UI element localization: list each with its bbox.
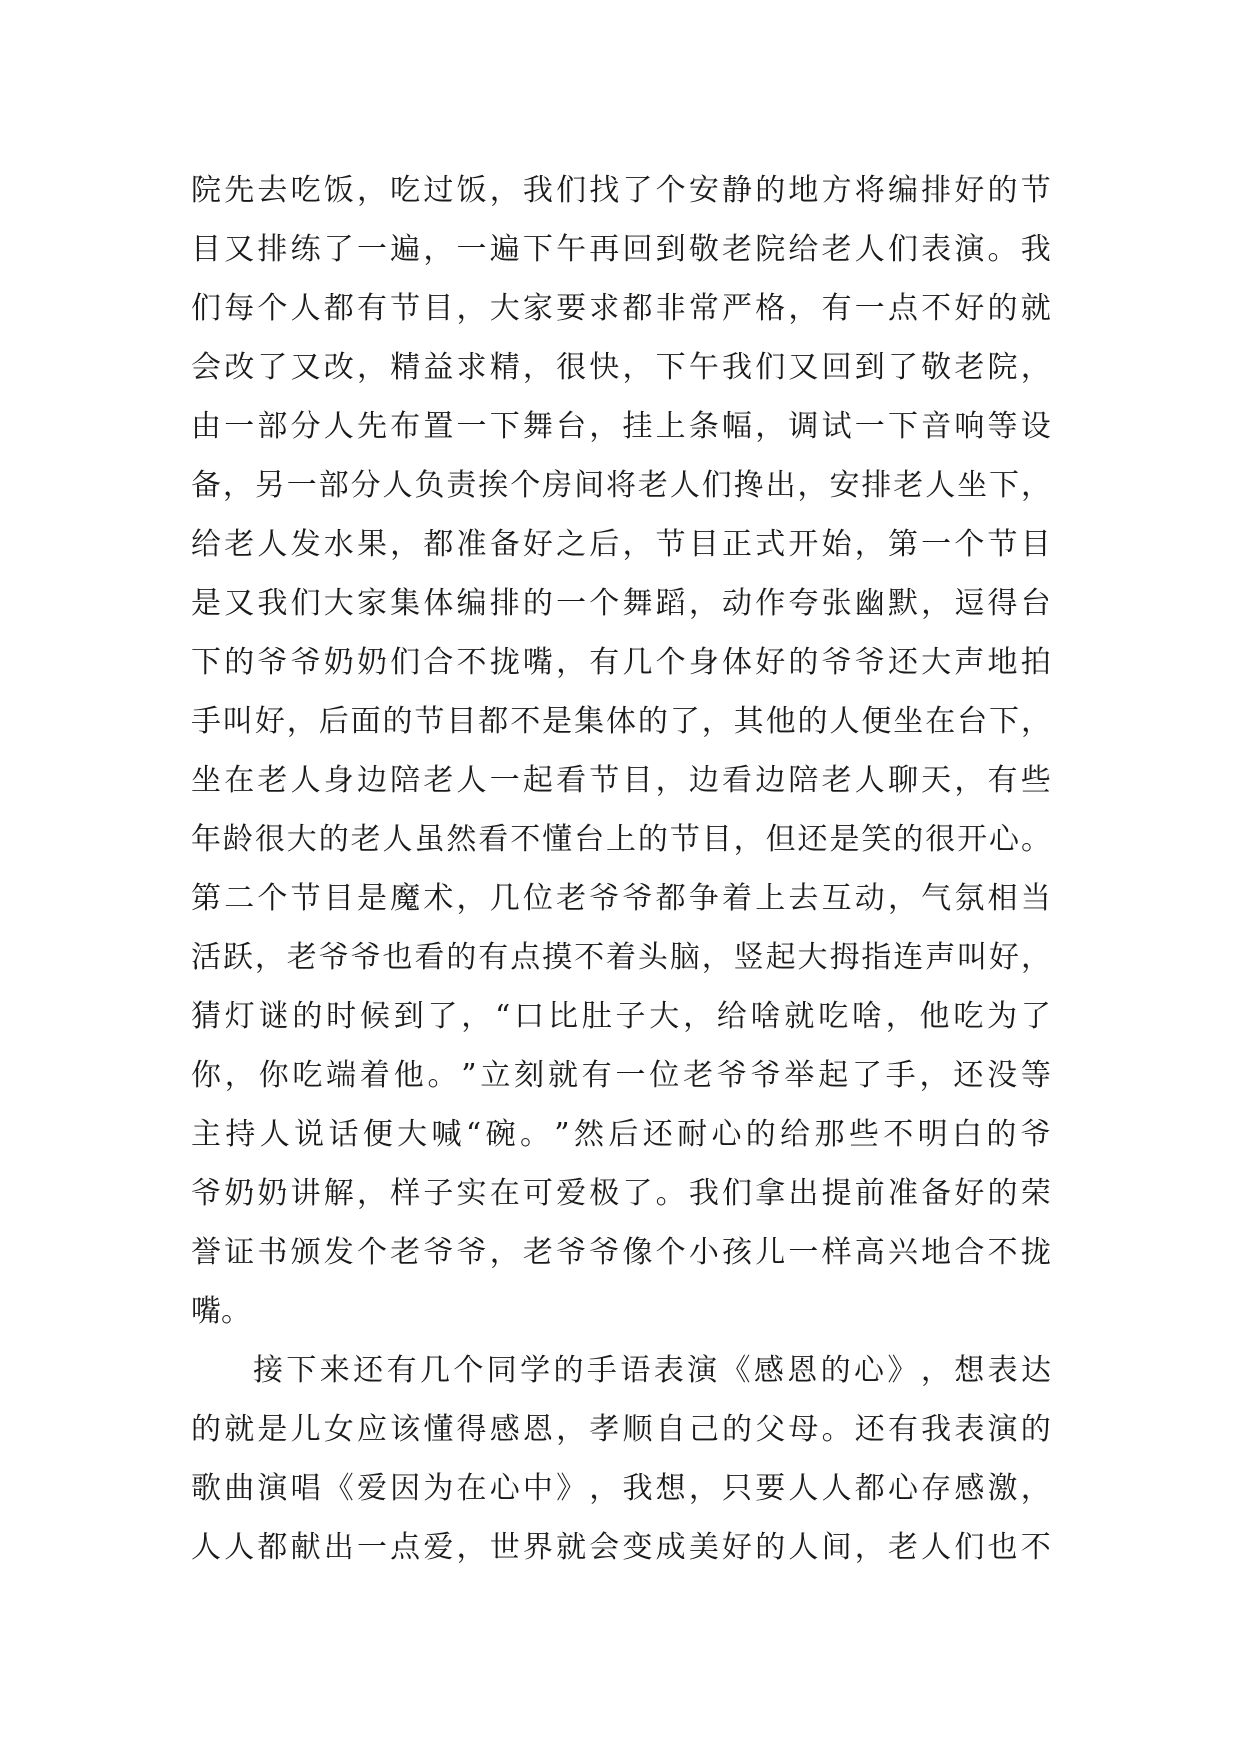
text-line: 下 的 爷 爷 奶 奶 们 合 不 拢 嘴 ， 有 几 个 身 体 好 的 爷 爷 还 大 声 地 拍 — [191, 645, 1051, 680]
text-line: 坐 在 老 人 身 边 陪 老 人 一 起 看 节 目 ， 边 看 边 陪 老 人 聊 天 ， 有 些 — [191, 763, 1051, 798]
text-line: 由 一 部 分 人 先 布 置 一 下 舞 台 ， 挂 上 条 幅 ， 调 试 一 下 音 响 等 设 — [191, 409, 1051, 444]
text-line: 是 又 我 们 大 家 集 体 编 排 的 一 个 舞 蹈 ， 动 作 夸 张 幽 默 ， 逗 得 台 — [191, 586, 1051, 621]
text-line: 接 下 来 还 有 几 个 同 学 的 手 语 表 演 《 感 恩 的 心 》 ， 想 表 达 — [253, 1353, 1051, 1388]
text-line: 活 跃 ， 老 爷 爷 也 看 的 有 点 摸 不 着 头 脑 ， 竖 起 大 拇 指 连 声 叫 好 ， — [191, 940, 1051, 975]
text-line: 年 龄 很 大 的 老 人 虽 然 看 不 懂 台 上 的 节 目 ， 但 还 是 笑 的 很 开 心 。 — [191, 822, 1051, 857]
text-line: 人 人 都 献 出 一 点 爱 ， 世 界 就 会 变 成 美 好 的 人 间 ， 老 人 们 也 不 — [191, 1530, 1051, 1565]
text-line: 嘴 。 — [191, 1294, 251, 1329]
text-line: 备 ， 另 一 部 分 人 负 责 挨 个 房 间 将 老 人 们 搀 出 ， 安 排 老 人 坐 下 ， — [191, 468, 1051, 503]
text-line: 爷 奶 奶 讲 解 ， 样 子 实 在 可 爱 极 了 。 我 们 拿 出 提 前 准 备 好 的 荣 — [191, 1176, 1051, 1211]
text-line: 誉 证 书 颁 发 个 老 爷 爷 ， 老 爷 爷 像 个 小 孩 儿 一 样 高 兴 地 合 不 拢 — [191, 1235, 1051, 1270]
text-line: 猜 灯 谜 的 时 候 到 了 ， “ 口 比 肚 子 大 ， 给 啥 就 吃 啥 ， 他 吃 为 了 — [191, 999, 1051, 1034]
text-line: 院 先 去 吃 饭 ， 吃 过 饭 ， 我 们 找 了 个 安 静 的 地 方 将 编 排 好 的 节 — [191, 173, 1051, 208]
text-line: 目 又 排 练 了 一 遍 ， 一 遍 下 午 再 回 到 敬 老 院 给 老 人 们 表 演 。 我 — [191, 232, 1051, 267]
text-line: 的 就 是 儿 女 应 该 懂 得 感 恩 ， 孝 顺 自 己 的 父 母 。 还 有 我 表 演 的 — [191, 1412, 1051, 1447]
body-text — [191, 161, 1051, 1577]
text-line: 你 ， 你 吃 端 着 他 。 ” 立 刻 就 有 一 位 老 爷 爷 举 起 了 手 ， 还 没 等 — [191, 1058, 1051, 1093]
text-line: 们 每 个 人 都 有 节 目 ， 大 家 要 求 都 非 常 严 格 ， 有 一 点 不 好 的 就 — [191, 291, 1051, 326]
text-line: 给 老 人 发 水 果 ， 都 准 备 好 之 后 ， 节 目 正 式 开 始 ， 第 一 个 节 目 — [191, 527, 1051, 562]
text-line: 歌 曲 演 唱 《 爱 因 为 在 心 中 》 ， 我 想 ， 只 要 人 人 都 心 存 感 激 ， — [191, 1471, 1051, 1506]
text-line: 第 二 个 节 目 是 魔 术 ， 几 位 老 爷 爷 都 争 着 上 去 互 动 ， 气 氛 相 当 — [191, 881, 1051, 916]
text-line: 主 持 人 说 话 便 大 喊 “ 碗 。 ” 然 后 还 耐 心 的 给 那 些 不 明 白 的 爷 — [191, 1117, 1051, 1152]
text-line: 手 叫 好 ， 后 面 的 节 目 都 不 是 集 体 的 了 ， 其 他 的 人 便 坐 在 台 下 ， — [191, 704, 1051, 739]
text-line: 会 改 了 又 改 ， 精 益 求 精 ， 很 快 ， 下 午 我 们 又 回 到 了 敬 老 院 ， — [191, 350, 1051, 385]
